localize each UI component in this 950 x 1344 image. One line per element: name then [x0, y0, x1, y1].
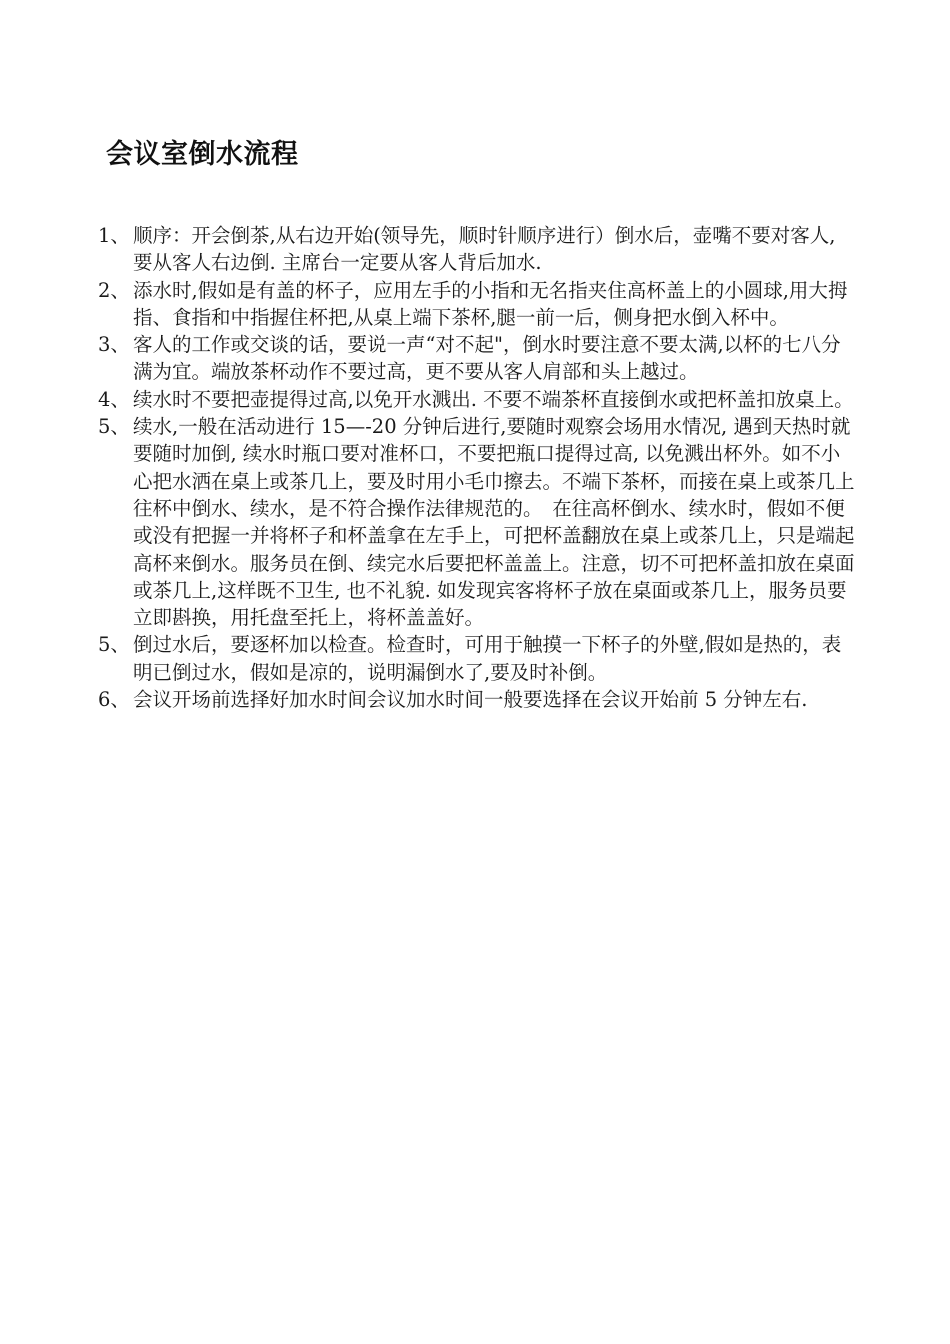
list-item: [98, 631, 858, 686]
item-text: 客人的工作或交谈的话，要说一声“对不起"，倒水时要注意不要太满,以杯的七八分满为宜。端放茶杯动作不要过高，更不要从客人肩部和头上越过。: [133, 333, 841, 384]
item-number: 3、: [98, 333, 130, 357]
item-text: 会议开场前选择好加水时间会议加水时间一般要选择在会议开始前 5 分钟左右.: [133, 688, 808, 712]
item-number: 6、: [98, 688, 130, 712]
item-number: 2、: [98, 278, 130, 302]
list-item: [98, 386, 858, 413]
list-item: [98, 277, 858, 332]
list-item: [98, 331, 858, 386]
item-number: 1、: [98, 224, 130, 247]
item-text: 倒过水后，要逐杯加以检查。检查时，可用于触摸一下杯子的外壁,假如是热的，表明已倒过水，假如是凉的，说明漏倒水了,要及时补倒。: [133, 633, 842, 684]
item-text: 添水时,假如是有盖的杯子，应用左手的小指和无名指夹住高杯盖上的小圆球,用大拇指、食指和中指握住杯把,从桌上端下茶杯,腿一前一后，侧身把水倒入杯中。: [133, 278, 848, 329]
list-item: [98, 222, 858, 277]
item-text: 续水,一般在活动进行 15—-20 分钟后进行,要随时观察会场用水情况, 遇到天热时就要随时加倒, 续水时瓶口要对准杯口，不要把瓶口提得过高, 以免溅出杯外。如不小心把水洒在桌上或茶几上，要及时用小毛巾擦去。不端下茶杯，而接在桌上或茶几上往杯中倒水、续水，是不符合操作法律规范的。 在往高杯倒水、续水时，假如不便或没有把握一并将杯子和杯盖拿在左手上，可把杯盖翻放在桌上或茶几上，只是端起高杯来倒水。服务员在倒、续完水后要把杯盖盖上。注意，切不可把杯盖扣放在桌面或茶几上,这样既不卫生, 也不礼貌. 如发现宾客将杯子放在桌面或茶几上，服务员要立即斟换，用托盘至托上，将杯盖盖好。: [133, 415, 855, 630]
item-text: 顺序：开会倒茶,从右边开始(领导先，顺时针顺序进行）倒水后，壶嘴不要对客人, 要从客人右边倒. 主席台一定要从客人背后加水.: [133, 224, 836, 275]
list-item: [98, 686, 858, 713]
list-item: [98, 413, 858, 631]
item-number: 5、: [98, 633, 130, 657]
page-title: 会议室倒水流程: [106, 139, 299, 170]
item-text: 续水时不要把壶提得过高,以免开水溅出. 不要不端茶杯直接倒水或把杯盖扣放桌上。: [133, 387, 854, 411]
procedure-list: [98, 222, 858, 713]
item-number: 4、: [98, 387, 130, 411]
item-number: 5、: [98, 415, 130, 439]
